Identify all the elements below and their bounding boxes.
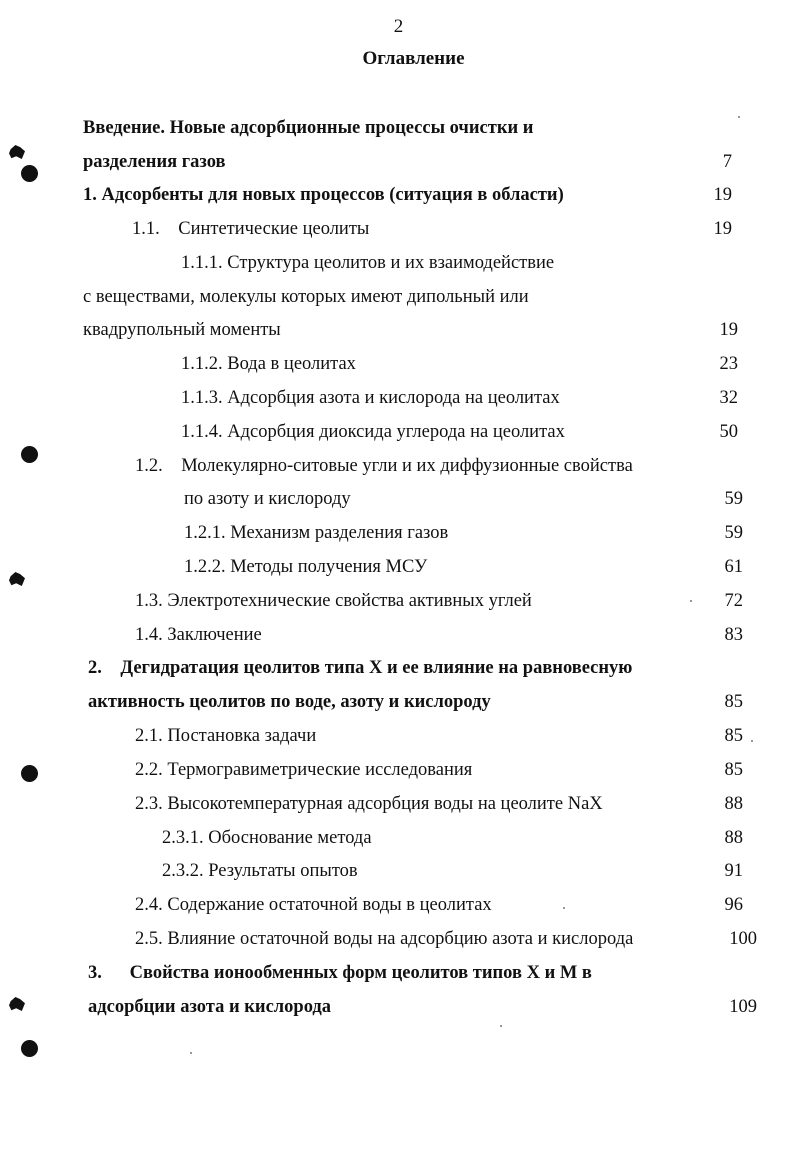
toc-page-number: 61 (724, 557, 743, 577)
toc-page-number: 59 (724, 523, 743, 543)
scan-speck (500, 1025, 502, 1027)
scan-speck (190, 1052, 192, 1054)
toc-page-number: 19 (713, 219, 732, 239)
toc-entry: Введение. Новые адсорбционные процессы очистки и (83, 118, 534, 138)
page-title: Оглавление (362, 48, 465, 69)
toc-entry: 1.1. Синтетические цеолиты (132, 219, 370, 239)
toc-entry: 2.3. Высокотемпературная адсорбция воды на цеолите NaX (135, 794, 603, 814)
toc-page-number: 32 (719, 388, 738, 408)
toc-entry: с веществами, молекулы которых имеют дипольный или (83, 287, 529, 307)
toc-entry: 1.4. Заключение (135, 625, 262, 645)
toc-entry: 2.5. Влияние остаточной воды на адсорбцию азота и кислорода (135, 929, 634, 949)
binder-hole (21, 446, 38, 463)
toc-entry: 2. Дегидратация цеолитов типа X и ее влияние на равновесную (88, 658, 633, 678)
toc-page-number: 23 (719, 354, 738, 374)
toc-page-number: 109 (729, 997, 757, 1017)
toc-entry: 1. Адсорбенты для новых процессов (ситуация в области) (83, 185, 564, 205)
page-number: 2 (393, 16, 404, 37)
toc-entry: 1.1.4. Адсорбция диоксида углерода на цеолитах (181, 422, 565, 442)
scan-speck (751, 740, 753, 742)
toc-entry: 1.3. Электротехнические свойства активных углей (135, 591, 532, 611)
toc-entry: по азоту и кислороду (184, 489, 351, 509)
toc-entry: 1.2.2. Методы получения МСУ (184, 557, 428, 577)
binder-hole (21, 165, 38, 182)
binder-hole (21, 765, 38, 782)
toc-entry: 1.1.3. Адсорбция азота и кислорода на цеолитах (181, 388, 560, 408)
toc-entry: 2.1. Постановка задачи (135, 726, 317, 746)
toc-page-number: 19 (719, 320, 738, 340)
toc-entry: 2.3.2. Результаты опытов (162, 861, 358, 881)
toc-page-number: 85 (724, 726, 743, 746)
scan-speck (563, 907, 565, 909)
toc-page-number: 7 (722, 152, 732, 172)
toc-page-number: 88 (724, 794, 743, 814)
toc-page-number: 72 (724, 591, 743, 611)
toc-page-number: 59 (724, 489, 743, 509)
toc-page-number: 85 (724, 692, 743, 712)
toc-entry: квадрупольный моменты (83, 320, 281, 340)
toc-page-number: 96 (724, 895, 743, 915)
toc-page-number: 91 (724, 861, 743, 881)
ink-blot (9, 997, 25, 1011)
toc-entry: 1.1.2. Вода в цеолитах (181, 354, 356, 374)
toc-entry: разделения газов (83, 152, 226, 172)
toc-entry: 3. Свойства ионообменных форм цеолитов типов X и M в (88, 963, 592, 983)
toc-entry: 2.3.1. Обоснование метода (162, 828, 372, 848)
toc-entry: 2.4. Содержание остаточной воды в цеолитах (135, 895, 492, 915)
toc-page-number: 100 (729, 929, 757, 949)
toc-entry: 1.2. Молекулярно-ситовые угли и их диффузионные свойства (135, 456, 633, 476)
scan-speck (690, 600, 692, 602)
toc-page-number: 83 (724, 625, 743, 645)
toc-entry: 1.1.1. Структура цеолитов и их взаимодействие (181, 253, 555, 273)
toc-page-number: 85 (724, 760, 743, 780)
toc-entry: активность цеолитов по воде, азоту и кислороду (88, 692, 491, 712)
toc-entry: 2.2. Термогравиметрические исследования (135, 760, 473, 780)
toc-page-number: 19 (713, 185, 732, 205)
toc-entry: адсорбции азота и кислорода (88, 997, 332, 1017)
toc-page-number: 88 (724, 828, 743, 848)
toc-entry: 1.2.1. Механизм разделения газов (184, 523, 449, 543)
toc-page-number: 50 (719, 422, 738, 442)
binder-hole (21, 1040, 38, 1057)
scan-speck (738, 116, 740, 118)
ink-blot (9, 145, 25, 159)
ink-blot (9, 572, 25, 586)
